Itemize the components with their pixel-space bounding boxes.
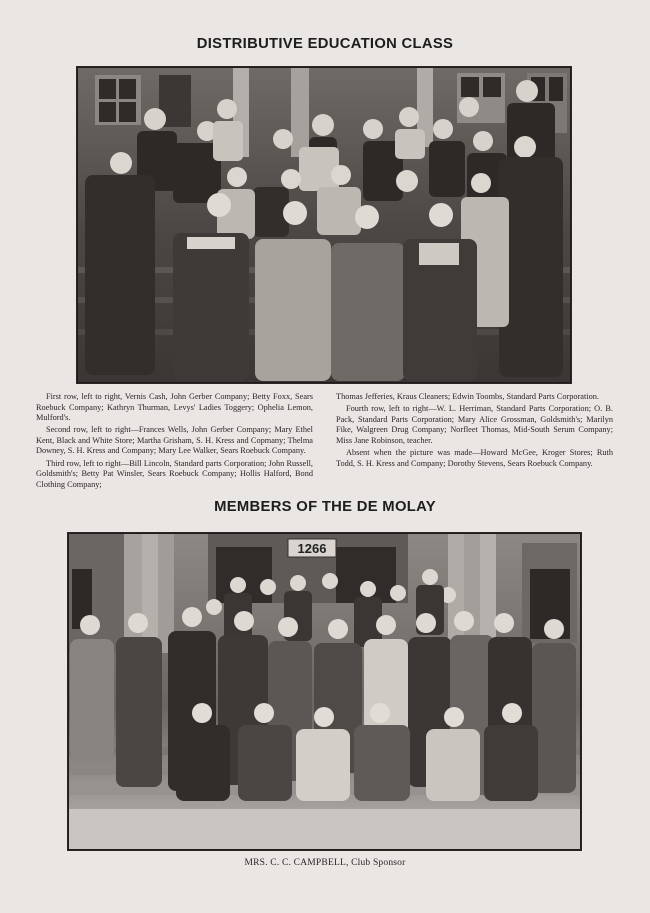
second-row-text: Second row, left to right—Frances Wells, John Gerber Company; Mary Ethel Kent, Black and White Store; Martha Grisham, S. H. Kress and Copmany; Thelma Downey, S. H. Kress and Company; Mary Lee Walker, Sears Roebuck Company. <box>36 425 313 456</box>
absent-members-text: Absent when the picture was made—Howard McGee, Kroger Stores; Ruth Todd, S. H. Kress and Company; Dorothy Stevens, Sears Roebuck Company. <box>336 447 613 468</box>
section-title-de-molay: MEMBERS OF THE DE MOLAY <box>214 499 436 515</box>
member-list-right-column <box>336 392 613 471</box>
class-member-list <box>36 392 614 496</box>
member-list-left-column <box>36 392 313 492</box>
first-row-text: First row, left to right, Vernis Cash, John Gerber Company; Betty Foxx, Sears Roebuck Company; Kathryn Thurman, Levys' Ladies Toggery; Ophelia Lemon, Mulford's. <box>36 392 313 423</box>
door-number-plaque: 1266 <box>297 541 327 556</box>
section-title-distributive-education: DISTRIBUTIVE EDUCATION CLASS <box>196 36 454 52</box>
third-row-continued-text: Thomas Jefferies, Kraus Cleaners; Edwin Toombs, Standard Parts Corporation. <box>336 392 599 401</box>
club-sponsor-caption: MRS. C. C. CAMPBELL, Club Sponsor <box>244 858 406 868</box>
fourth-row-text: Fourth row, left to right—W. L. Herriman, Standard Parts Corporation; O. B. Pack, Standard Parts Corporation; Mary Alice Grossman, Goldsmith's; Marilyn Fike, Walgreen Drug Company; Norfleet Thomas, Mid-South Serum Company; Miss Jane Robinson, teacher. <box>336 404 613 445</box>
distributive-education-photo <box>76 66 572 384</box>
de-molay-photo <box>67 532 582 851</box>
third-row-text: Third row, left to right—Bill Lincoln, Standard parts Corporation; John Russell, Goldsmith's; Betty Pat Winsler, Sears Roebuck Company; Hollis Halford, Bond Clothing Company; <box>36 458 313 489</box>
